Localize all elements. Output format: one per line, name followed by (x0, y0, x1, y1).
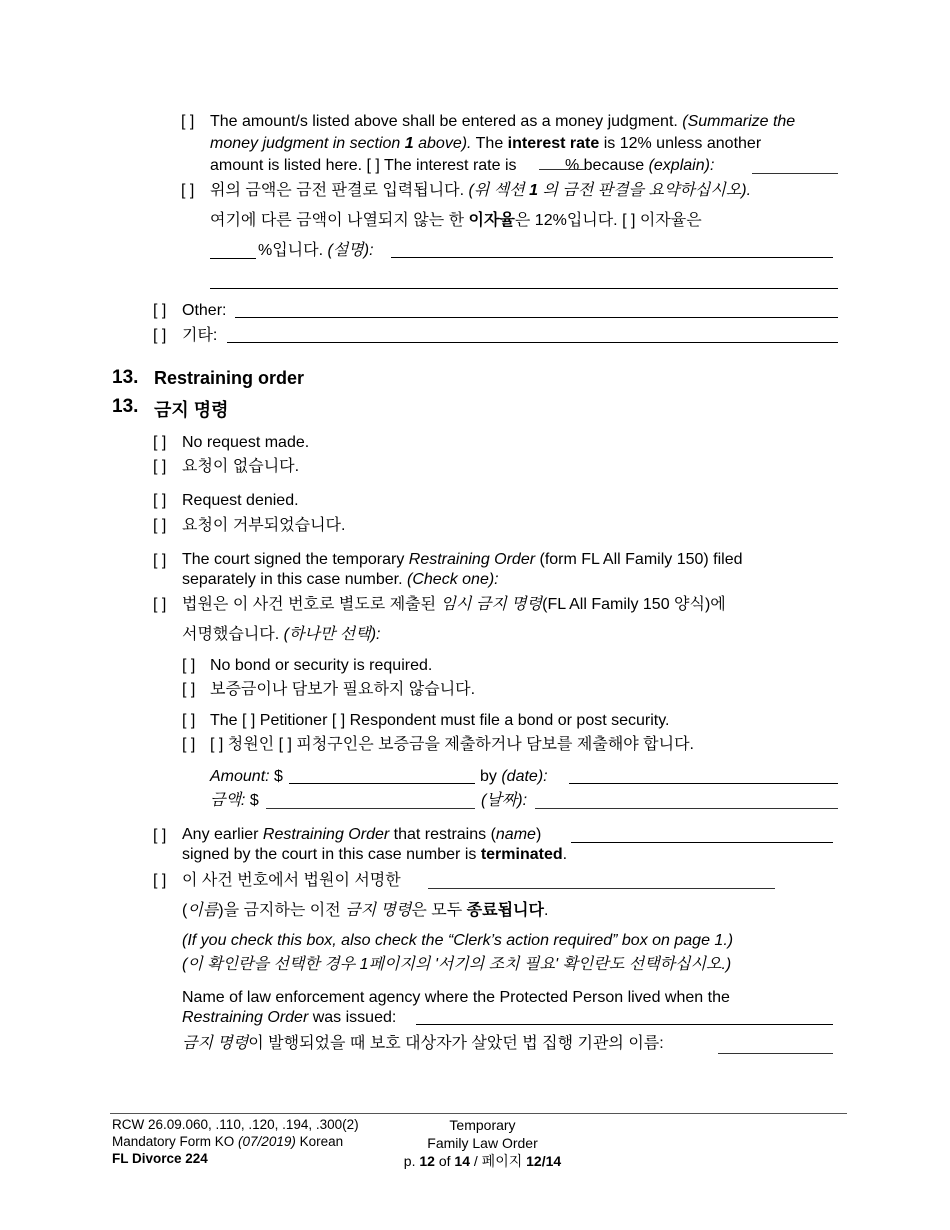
date-label-ko: (날짜): (481, 792, 528, 809)
money-judgment-checkbox-ko[interactable]: [ ] (181, 182, 195, 199)
section-number-ko: 13. (112, 396, 139, 417)
money-judgment-ko: 위의 금액은 금전 판결로 입력됩니다. (위 섹션 1 의 금전 판결을 요약하십시오). 여기에 다른 금액이 나열되지 않는 한 이자율은 12%입니다. [ ] 이자율은 %입니다. (설명): (210, 182, 752, 259)
restrained-name-line[interactable] (571, 842, 833, 843)
no-bond-label-ko: 보증금이나 담보가 필요하지 않습니다. (210, 681, 476, 698)
denied-label: Request denied. (182, 492, 299, 509)
other-checkbox-ko[interactable]: [ ] (153, 327, 167, 344)
other-input-line-ko[interactable] (227, 342, 838, 343)
bond-label-ko: [ ] 청원인 [ ] 피청구인은 보증금을 제출하거나 담보를 제출해야 합니다. (210, 736, 694, 753)
agency-name-line-ko[interactable] (718, 1053, 833, 1054)
other-input-line[interactable] (235, 317, 838, 318)
amount-input-line[interactable] (289, 783, 475, 784)
denied-checkbox[interactable]: [ ] (153, 492, 167, 509)
restrained-name-line-ko[interactable] (428, 888, 775, 889)
money-judgment-checkbox[interactable]: [ ] (181, 113, 195, 130)
other-checkbox[interactable]: [ ] (153, 302, 167, 319)
footer-left (112, 1116, 359, 1167)
section-title-en: Restraining order (154, 368, 305, 388)
terminate-checkbox-ko[interactable]: [ ] (153, 872, 167, 889)
other-label-ko: 기타: (182, 327, 218, 344)
date-input-line[interactable] (569, 783, 838, 784)
footer-title-2: Family Law Order (427, 1135, 538, 1151)
no-bond-label: No bond or security is required. (210, 657, 433, 674)
footer-center (380, 1116, 585, 1170)
signed-order-en: The court signed the temporary Restraining Order (form FL All Family 150) filed separately in this case number. (Check one): (182, 551, 743, 588)
footer-page: p. 12 of 14 / 페이지 12/14 (403, 1153, 562, 1169)
interest-explain-blank-ko[interactable] (391, 257, 833, 258)
terminate-en: Any earlier Restraining Order that restrains (name) signed by the court in this case number is terminated. (182, 826, 568, 863)
agency-ko: 금지 명령이 발행되었을 때 보호 대상자가 살았던 법 집행 기관의 이름: (182, 1035, 664, 1052)
section-title-ko: 금지 명령 (154, 400, 229, 420)
footer-title-1: Temporary (449, 1117, 516, 1133)
agency-en: Name of law enforcement agency where the Protected Person lived when the Restraining Order was issued: (182, 989, 730, 1026)
interest-explain-blank[interactable] (752, 173, 838, 174)
no-bond-checkbox[interactable]: [ ] (182, 657, 196, 674)
section-number: 13. (112, 367, 139, 388)
agency-name-line[interactable] (416, 1024, 833, 1025)
denied-checkbox-ko[interactable]: [ ] (153, 517, 167, 534)
signed-order-ko: 법원은 이 사건 번호로 별도로 제출된 임시 금지 명령(FL All Family 150 양식)에 서명했습니다. (하나만 선택): (182, 596, 726, 643)
amount-input-line-ko[interactable] (266, 808, 475, 809)
no-request-label-ko: 요청이 없습니다. (182, 458, 300, 475)
amount-label: Amount: $ (210, 768, 283, 785)
interest-rate-blank[interactable] (539, 169, 585, 170)
bond-checkbox-ko[interactable]: [ ] (182, 736, 196, 753)
no-request-label: No request made. (182, 434, 310, 451)
clerk-note-ko: (이 확인란을 선택한 경우 1페이지의 '서기의 조치 필요' 확인란도 선택하십시오.) (182, 956, 732, 973)
date-input-line-ko[interactable] (535, 808, 838, 809)
footer-rule (110, 1113, 847, 1114)
denied-label-ko: 요청이 거부되었습니다. (182, 517, 346, 534)
other-label: Other: (182, 302, 227, 319)
bond-label: The [ ] Petitioner [ ] Respondent must file a bond or post security. (210, 712, 670, 729)
money-judgment-en: The amount/s listed above shall be entered as a money judgment. (Summarize the money judgment in section 1 above). The interest rate is 12% unless another amount is listed here. [ ] The interest rate is % because (explain): (210, 113, 796, 174)
clerk-note-en: (If you check this box, also check the “Clerk’s action required” box on page 1.) (182, 932, 734, 949)
signed-order-checkbox[interactable]: [ ] (153, 552, 167, 569)
no-request-checkbox[interactable]: [ ] (153, 434, 167, 451)
footer-rcw: RCW 26.09.060, .110, .120, .194, .300(2) (112, 1117, 359, 1132)
footer-mandatory: Mandatory Form KO (07/2019) Korean (112, 1134, 344, 1149)
no-bond-checkbox-ko[interactable]: [ ] (182, 681, 196, 698)
terminate-checkbox[interactable]: [ ] (153, 827, 167, 844)
interest-explain-extra-line[interactable] (210, 288, 838, 289)
terminate-ko: 이 사건 번호에서 법원이 서명한 (이름)을 금지하는 이전 금지 명령은 모두 종료됩니다. (182, 872, 549, 919)
date-label: by (date): (480, 768, 548, 785)
no-request-checkbox-ko[interactable]: [ ] (153, 458, 167, 475)
interest-rate-blank-ko[interactable] (210, 258, 256, 259)
footer-form-id: FL Divorce 224 (112, 1151, 208, 1166)
bond-checkbox[interactable]: [ ] (182, 712, 196, 729)
amount-label-ko: 금액: $ (210, 792, 259, 809)
signed-order-checkbox-ko[interactable]: [ ] (153, 596, 167, 613)
